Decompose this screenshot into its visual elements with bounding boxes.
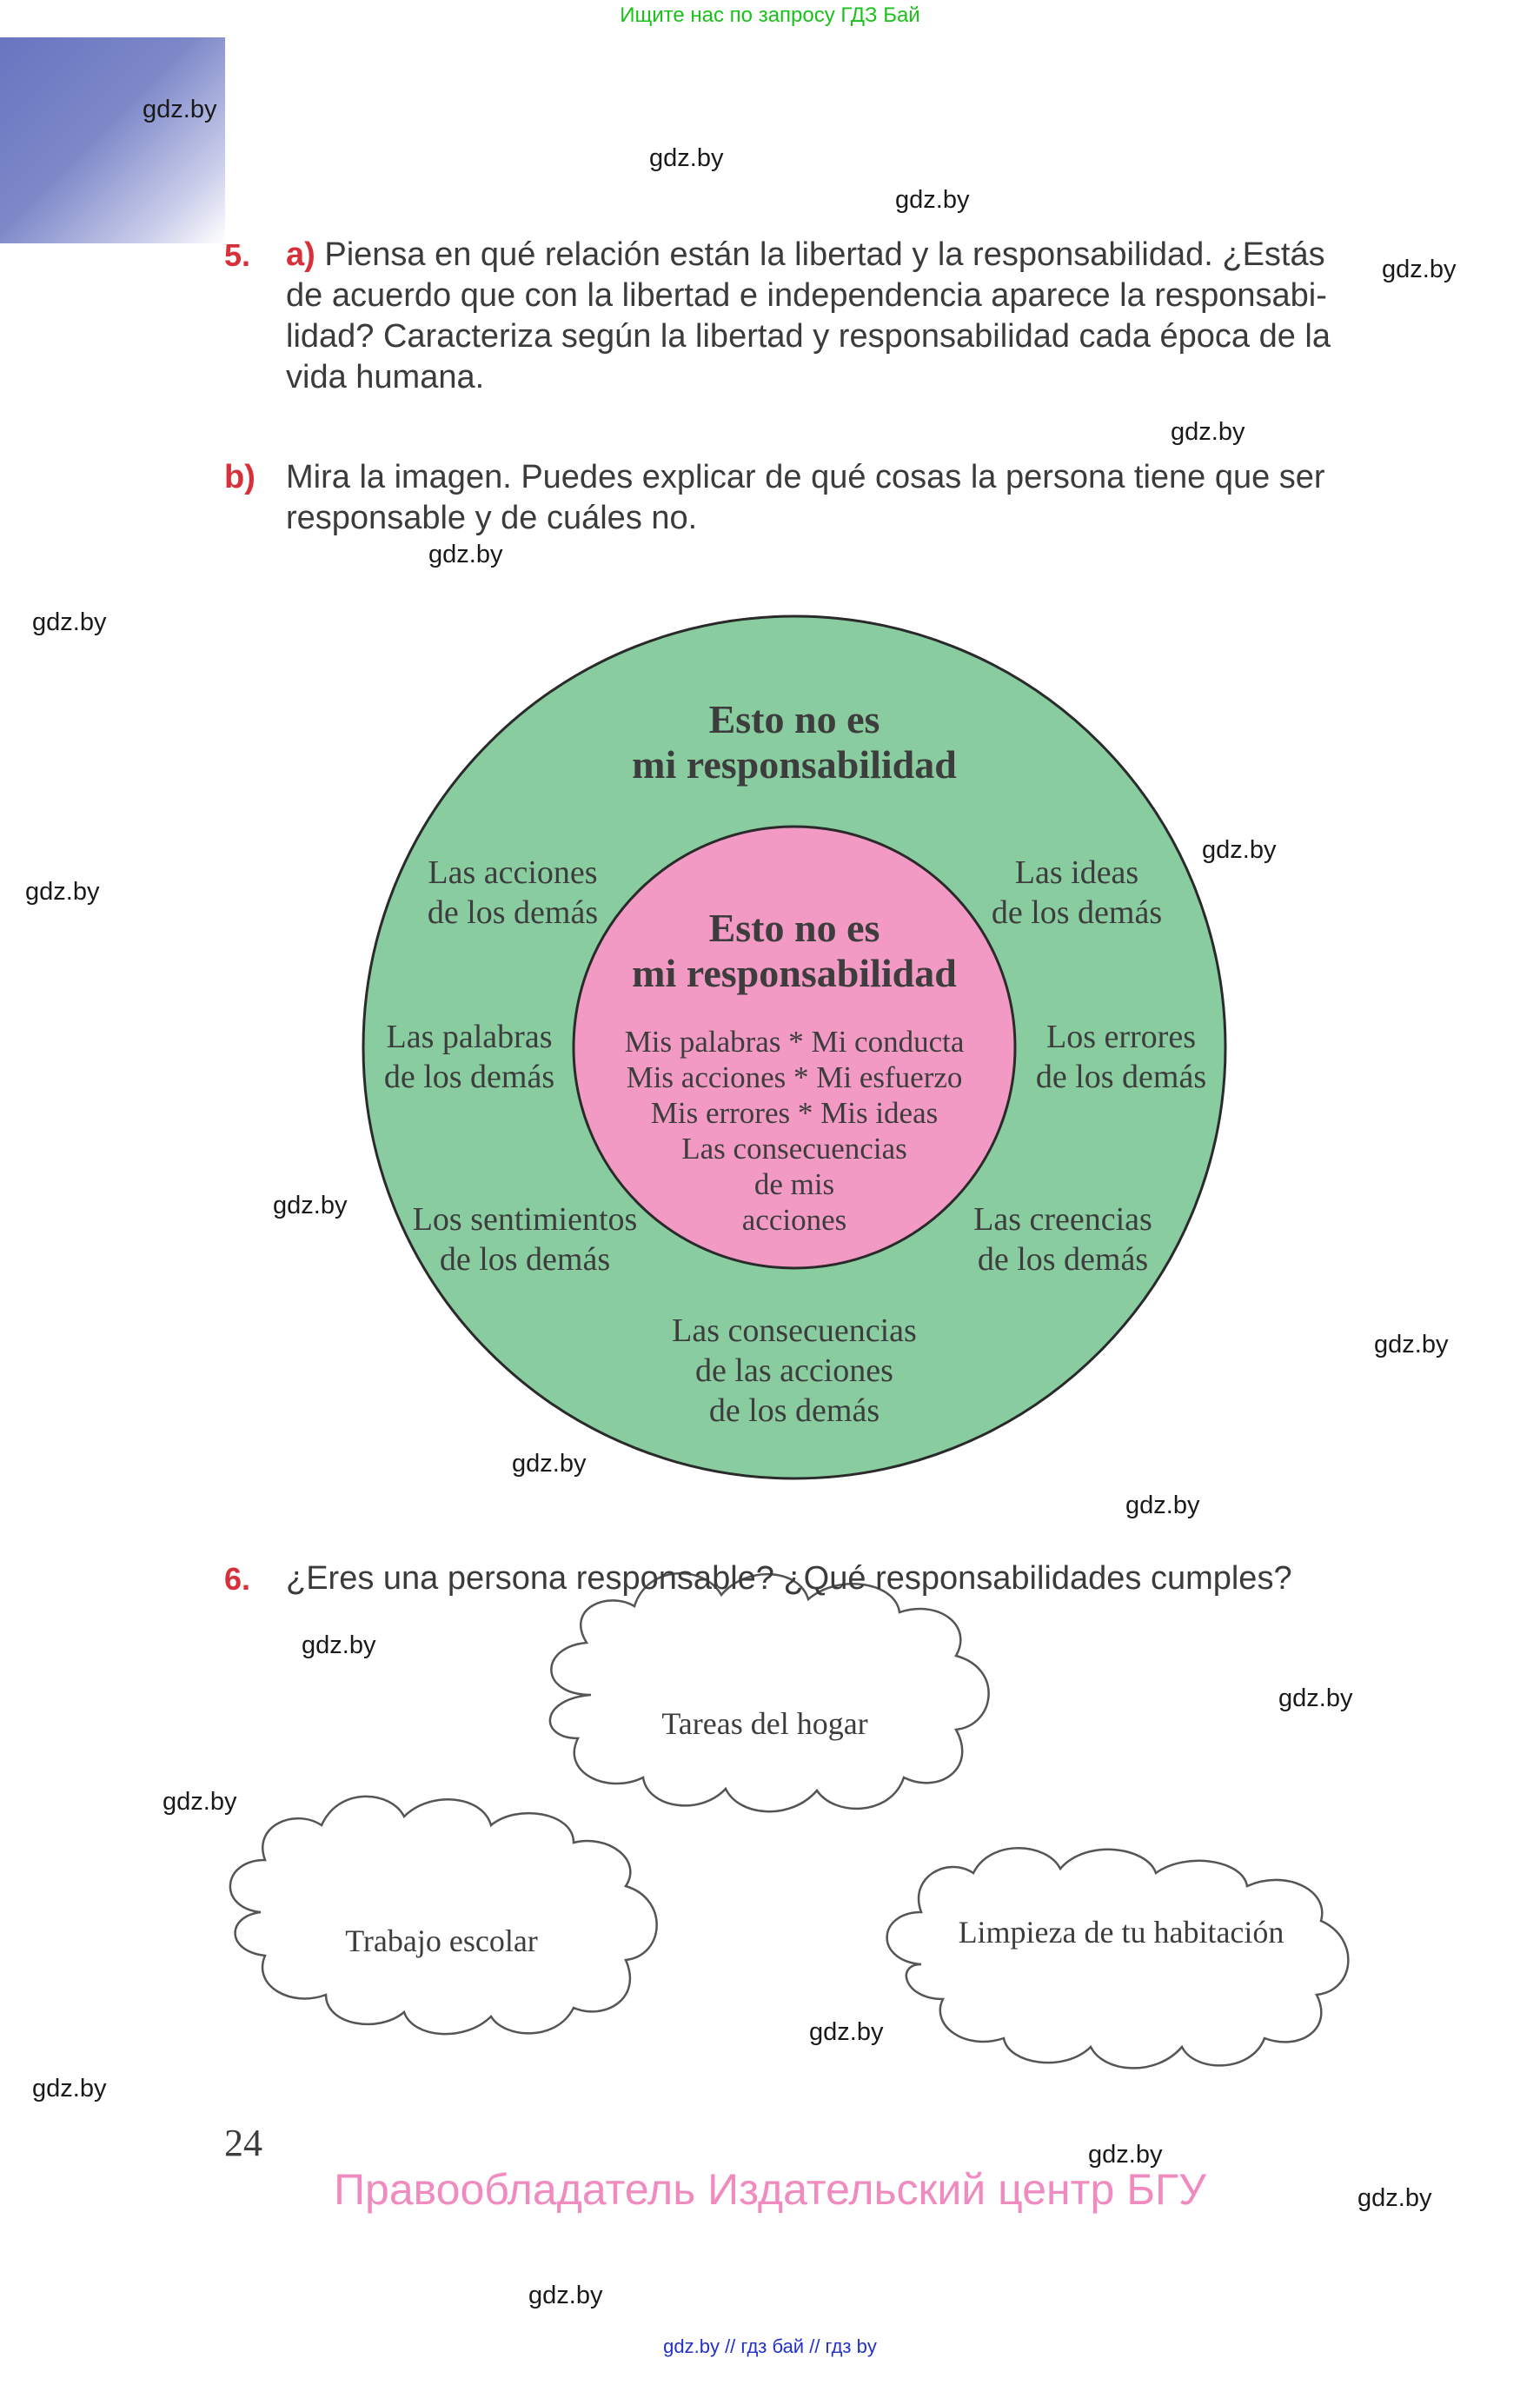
watermark: gdz.by: [1202, 836, 1277, 864]
outer-item-line: Los errores: [1046, 1019, 1196, 1055]
watermark: gdz.by: [25, 878, 100, 906]
watermark: gdz.by: [512, 1450, 587, 1478]
outer-item-line: de los demás: [977, 1241, 1149, 1278]
outer-item-line: Las acciones: [428, 854, 598, 891]
inner-title-line: mi responsabilidad: [632, 951, 957, 995]
outer-item-line: Las creencias: [973, 1201, 1152, 1238]
cloud-shape: [887, 1848, 1349, 2068]
outer-item-line: de los demás: [708, 1392, 880, 1429]
watermark: gdz.by: [649, 144, 724, 172]
inner-line: Mis palabras * Mi conducta: [624, 1025, 965, 1059]
task-number: 6.: [224, 1561, 251, 1597]
text-line: de acuerdo que con la libertad e independencia aparece la responsabi-: [286, 277, 1327, 314]
copyright-notice: Правообладатель Издательский центр БГУ: [334, 2165, 1206, 2214]
outer-item-line: de los demás: [1035, 1059, 1207, 1095]
watermark: gdz.by: [1125, 1491, 1200, 1519]
watermark: gdz.by: [143, 96, 217, 123]
outer-item-line: Las consecuencias: [672, 1312, 917, 1349]
outer-item-line: Las ideas: [1014, 854, 1139, 891]
watermark: gdz.by: [1374, 1331, 1449, 1359]
cloud-shape: [230, 1797, 657, 2034]
watermark: gdz.by: [273, 1192, 348, 1219]
watermark: gdz.by: [1382, 256, 1457, 283]
inner-line: acciones: [741, 1203, 847, 1237]
inner-line: Las consecuencias: [681, 1132, 907, 1166]
inner-line: de mis: [753, 1167, 835, 1201]
search-hint-banner[interactable]: Ищите нас по запросу ГДЗ Бай: [620, 3, 920, 27]
watermark: gdz.by: [528, 2282, 603, 2309]
watermark: gdz.by: [32, 608, 107, 636]
task-number: 5.: [224, 237, 251, 273]
watermark: gdz.by: [895, 186, 970, 214]
outer-item-line: de los demás: [439, 1241, 611, 1278]
outer-item-line: Los sentimientos: [412, 1201, 638, 1238]
outer-item-line: de las acciones: [695, 1352, 893, 1389]
text-line: lidad? Caracteriza según la libertad y responsabilidad cada época de la: [286, 318, 1331, 355]
text-line: Mira la imagen. Puedes explicar de qué cosas la persona tiene que ser: [286, 459, 1325, 495]
outer-item-line: de los demás: [991, 894, 1163, 931]
page-number: 24: [224, 2122, 262, 2164]
watermark: gdz.by: [1278, 1684, 1353, 1712]
text-line: Piensa en qué relación están la libertad y la responsabilidad. ¿Estás: [324, 236, 1325, 273]
watermark: gdz.by: [428, 541, 503, 568]
watermark: gdz.by: [163, 1788, 237, 1816]
watermark: gdz.by: [1171, 418, 1245, 446]
watermark: gdz.by: [1088, 2141, 1163, 2169]
outer-item-line: Las palabras: [386, 1019, 553, 1055]
cloud-label: Limpieza de tu habitación: [958, 1915, 1284, 1950]
inner-line: Mis acciones * Mi esfuerzo: [626, 1060, 963, 1094]
inner-line: Mis errores * Mis ideas: [650, 1096, 939, 1130]
watermark: gdz.by: [302, 1631, 376, 1659]
text-line: responsable y de cuáles no.: [286, 500, 698, 536]
part-label: a): [286, 236, 315, 273]
footer-links[interactable]: gdz.by // гдз бай // гдз by: [663, 2335, 877, 2357]
watermark: gdz.by: [809, 2018, 884, 2046]
outer-title-line: mi responsabilidad: [632, 742, 957, 787]
watermark: gdz.by: [1357, 2184, 1432, 2212]
text-line: vida humana.: [286, 359, 485, 395]
cloud-shape: [550, 1573, 989, 1811]
task-6-text: ¿Eres una persona responsable? ¿Qué responsabilidades cumples?: [286, 1560, 1292, 1597]
outer-item-line: de los demás: [383, 1059, 555, 1095]
cloud-label: Trabajo escolar: [345, 1923, 538, 1958]
outer-title-line: Esto no es: [708, 697, 880, 741]
watermark: gdz.by: [32, 2075, 107, 2103]
outer-item-line: de los demás: [427, 894, 599, 931]
part-label-text: b): [224, 459, 256, 495]
inner-title-line: Esto no es: [708, 906, 880, 950]
cloud-label: Tareas del hogar: [661, 1706, 868, 1741]
